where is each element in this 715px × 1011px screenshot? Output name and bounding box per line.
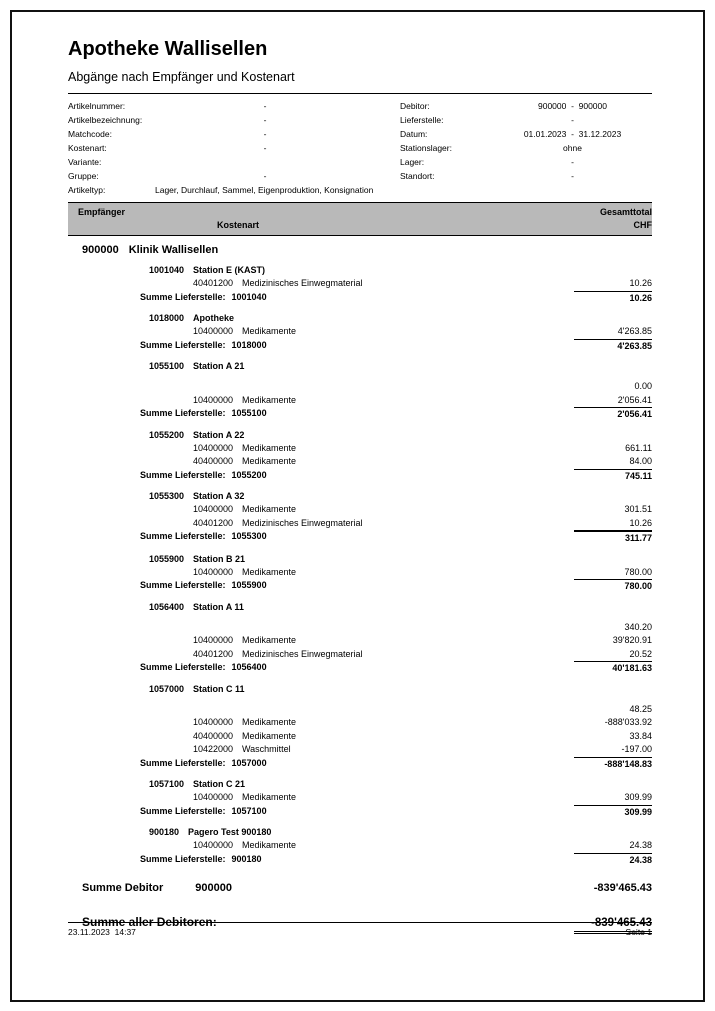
report-page (10, 10, 705, 1002)
sum-label: Summe Lieferstelle: (140, 408, 226, 418)
kostenart-row (68, 455, 652, 469)
sum-amount: 40'181.63 (574, 661, 652, 676)
filter-label: Artikelnummer: (68, 101, 126, 111)
filter-label: Stationslager: (400, 143, 452, 153)
kostenart-label: Medikamente (242, 504, 297, 514)
kostenart-label (242, 703, 574, 717)
lieferstelle-name: Station E (KAST) (193, 265, 266, 275)
grand-total-label: Summe aller Debitoren: (82, 915, 217, 929)
filter-row (400, 169, 652, 183)
debitor-total-row (68, 881, 652, 895)
amount-value: 33.84 (629, 730, 652, 741)
sum-lieferstelle-code: 1057000 (231, 757, 267, 768)
sum-lieferstelle-code: 1055200 (231, 469, 267, 480)
debitor-total-code: 900000 (195, 882, 233, 894)
lieferstelle-header (149, 778, 652, 791)
lieferstelle-header (149, 553, 652, 566)
report-content (12, 12, 703, 934)
filter-label: Standort: (400, 171, 435, 181)
filter-row (68, 141, 400, 155)
sum-amount: -888'148.83 (574, 757, 652, 772)
sum-lieferstelle-code: 1055900 (231, 580, 267, 590)
filter-value: 900000 - 900000 (537, 101, 607, 111)
sum-amount: 24.38 (574, 853, 652, 868)
lieferstelle-sum-row (68, 530, 652, 546)
amount-value: 10.26 (629, 517, 652, 528)
amount-value: 48.25 (629, 703, 652, 714)
kostenart-code: 10400000 (192, 394, 233, 405)
lieferstelle-name: Station C 11 (193, 683, 245, 694)
filter-row (400, 113, 652, 127)
lieferstellen-list (68, 264, 652, 867)
kostenart-label: Medikamente (242, 840, 297, 850)
kostenart-code: 10400000 (192, 840, 233, 850)
lieferstelle-header (149, 429, 652, 442)
column-label-empfaenger: Empfänger (78, 207, 126, 217)
lieferstelle-sum-row (68, 853, 652, 868)
amount-value: 20.52 (629, 648, 652, 659)
report-date: 23.11.2023 14:37 (68, 927, 136, 937)
sum-amount: 745.11 (574, 469, 652, 484)
sum-label: Summe Lieferstelle: (140, 291, 226, 302)
lieferstelle-sum-row (68, 291, 652, 306)
kostenart-label (242, 621, 574, 635)
kostenart-row (68, 442, 652, 456)
kostenart-code: 10400000 (192, 326, 233, 336)
sum-label: Summe Lieferstelle: (140, 853, 226, 864)
kostenart-row (68, 380, 652, 394)
filter-value: 01.01.2023 - 31.12.2023 (523, 129, 622, 139)
amount-value: 39'820.91 (612, 635, 652, 645)
lieferstelle-section (68, 553, 652, 594)
kostenart-label: Medikamente (242, 635, 297, 645)
kostenart-label: Waschmittel (242, 744, 291, 754)
kostenart-code: 40400000 (192, 456, 233, 466)
filter-row (400, 99, 652, 113)
kostenart-label: Medizinisches Einwegmaterial (242, 648, 363, 659)
lieferstelle-header (149, 312, 652, 325)
filter-row (400, 155, 652, 169)
amount-value: 10.26 (629, 278, 652, 288)
kostenart-row (68, 791, 652, 805)
lieferstelle-section (68, 490, 652, 546)
amount-value: -197.00 (621, 744, 652, 754)
filter-row (68, 127, 400, 141)
lieferstelle-sum-row (68, 469, 652, 484)
column-label-kostenart: Kostenart (217, 220, 260, 230)
lieferstelle-section (68, 683, 652, 772)
amount-value: -888'033.92 (604, 717, 652, 727)
lieferstelle-sum-row (68, 757, 652, 772)
filter-label: Variante: (68, 157, 102, 167)
lieferstelle-code: 1018000 (149, 313, 185, 323)
sum-lieferstelle-code: 1056400 (231, 662, 267, 672)
lieferstelle-section (68, 264, 652, 305)
kostenart-label: Medikamente (242, 792, 297, 802)
filter-label: Gruppe: (68, 171, 99, 181)
kostenart-row (68, 394, 652, 408)
filter-row (68, 155, 400, 169)
amount-value: 4'263.85 (617, 326, 652, 336)
lieferstelle-code: 1057000 (149, 683, 185, 694)
lieferstelle-code: 1001040 (149, 265, 185, 275)
filter-column-left (68, 99, 400, 197)
filter-panel (68, 93, 652, 197)
sum-lieferstelle-code: 1001040 (231, 291, 267, 302)
lieferstelle-sum-row (68, 661, 652, 676)
debitor-total-amount: -839'465.43 (593, 882, 652, 894)
kostenart-row (68, 621, 652, 635)
sum-lieferstelle-code: 900180 (231, 853, 262, 864)
kostenart-label: Medikamente (242, 442, 297, 453)
lieferstelle-name: Station A 11 (193, 601, 244, 612)
filter-label: Kostenart: (68, 143, 107, 153)
kostenart-code: 10400000 (192, 442, 233, 453)
amount-value: 340.20 (624, 621, 652, 632)
kostenart-code: 40401200 (192, 648, 233, 659)
kostenart-label: Medikamente (242, 326, 297, 336)
lieferstelle-header (149, 601, 652, 614)
lieferstelle-header (149, 826, 652, 839)
sum-amount: 311.77 (574, 530, 652, 546)
kostenart-row (68, 730, 652, 744)
amount-value: 661.11 (625, 442, 652, 453)
filter-value: - (263, 115, 267, 125)
kostenart-code: 40401200 (192, 517, 233, 528)
filter-row (68, 183, 400, 197)
kostenart-row (68, 703, 652, 717)
sum-lieferstelle-code: 1055100 (231, 408, 267, 418)
filter-row (400, 127, 652, 141)
table-header-row-1 (68, 206, 652, 219)
kostenart-row (68, 566, 652, 580)
kostenart-row (68, 648, 652, 662)
kostenart-label: Medikamente (242, 566, 297, 577)
kostenart-code (184, 380, 233, 394)
filter-value: - (263, 129, 267, 139)
sum-lieferstelle-code: 1055300 (231, 531, 267, 541)
kostenart-label: Medikamente (242, 730, 297, 741)
kostenart-label: Medizinisches Einwegmaterial (242, 517, 363, 528)
sum-lieferstelle-code: 1057100 (231, 805, 267, 816)
filter-label: Debitor: (400, 101, 430, 111)
lieferstelle-header (149, 264, 652, 277)
debitor-header (68, 243, 652, 257)
kostenart-label: Medikamente (242, 394, 297, 405)
sum-label: Summe Lieferstelle: (140, 805, 226, 816)
lieferstelle-code: 1056400 (149, 601, 185, 612)
filter-label: Matchcode: (68, 129, 112, 139)
amount-value: 2'056.41 (617, 394, 652, 405)
sum-label: Summe Lieferstelle: (140, 662, 226, 672)
table-header-band (68, 202, 652, 236)
amount-value: 0.00 (634, 381, 652, 391)
lieferstelle-name: Station A 22 (193, 429, 245, 440)
lieferstelle-code: 1055300 (149, 491, 185, 501)
kostenart-code: 40400000 (192, 730, 233, 741)
sum-amount: 2'056.41 (574, 407, 652, 422)
sum-label: Summe Lieferstelle: (140, 339, 226, 350)
filter-value: - (571, 115, 574, 125)
lieferstelle-name: Apotheke (193, 313, 235, 323)
lieferstelle-section (68, 778, 652, 819)
lieferstelle-header (149, 683, 652, 696)
amount-value: 301.51 (624, 504, 652, 514)
lieferstelle-name: Station B 21 (193, 553, 246, 564)
lieferstelle-name: Pagero Test 900180 (188, 827, 272, 837)
lieferstelle-sum-row (68, 407, 652, 422)
sum-label: Summe Lieferstelle: (140, 531, 226, 541)
amount-value: 309.99 (624, 792, 652, 802)
kostenart-code: 10400000 (192, 792, 233, 802)
lieferstelle-name: Station A 21 (193, 361, 245, 371)
filter-label: Lieferstelle: (400, 115, 444, 125)
lieferstelle-header (149, 490, 652, 503)
filter-label: Datum: (400, 129, 428, 139)
lieferstelle-section (68, 429, 652, 484)
filter-value: ohne (563, 143, 582, 153)
filter-label: Artikeltyp: (68, 185, 106, 195)
lieferstelle-name: Station C 21 (193, 779, 246, 789)
sum-label: Summe Lieferstelle: (140, 757, 226, 768)
lieferstelle-sum-row (68, 579, 652, 594)
kostenart-code (184, 621, 233, 635)
amount-value: 24.38 (629, 840, 652, 850)
lieferstelle-section (68, 312, 652, 353)
lieferstelle-code: 1055200 (149, 429, 185, 440)
kostenart-row (68, 743, 652, 757)
lieferstelle-section (68, 360, 652, 422)
lieferstelle-name: Station A 32 (193, 491, 245, 501)
lieferstelle-code: 1057100 (149, 779, 185, 789)
amount-value: 780.00 (624, 566, 652, 577)
kostenart-row (68, 716, 652, 730)
filter-row (68, 99, 400, 113)
filter-column-right (400, 99, 652, 197)
kostenart-label (242, 380, 574, 394)
filter-value: Lager, Durchlauf, Sammel, Eigenproduktion, Konsignation (155, 185, 374, 195)
kostenart-code: 10400000 (192, 717, 233, 727)
report-subtitle: Abgänge nach Empfänger und Kostenart (68, 70, 295, 84)
kostenart-code: 10400000 (192, 566, 233, 577)
sum-label: Summe Lieferstelle: (140, 469, 226, 480)
column-label-gesamttotal: Gesamttotal (599, 207, 652, 217)
sum-lieferstelle-code: 1018000 (231, 339, 267, 350)
filter-value: - (263, 101, 267, 111)
kostenart-label: Medizinisches Einwegmaterial (242, 278, 363, 288)
kostenart-code: 10400000 (192, 504, 233, 514)
kostenart-row (68, 325, 652, 339)
kostenart-row (68, 634, 652, 648)
kostenart-code: 10400000 (192, 635, 233, 645)
debitor-name: Klinik Wallisellen (128, 244, 219, 256)
kostenart-code: 40401200 (192, 278, 233, 288)
lieferstelle-sum-row (68, 805, 652, 820)
kostenart-label: Medikamente (242, 717, 297, 727)
table-header-row-2 (68, 219, 652, 232)
column-label-currency: CHF (633, 220, 652, 230)
lieferstelle-section (68, 826, 652, 867)
sum-amount: 780.00 (574, 579, 652, 594)
kostenart-row (68, 503, 652, 517)
filter-row (68, 169, 400, 183)
grand-total-amount: -839'465.43 (574, 917, 652, 934)
filter-row (68, 113, 400, 127)
filter-value: - (263, 171, 267, 181)
page-number: Seite 1 (625, 927, 652, 937)
sum-amount: 4'263.85 (574, 339, 652, 354)
lieferstelle-code: 1055100 (149, 361, 185, 371)
kostenart-row (68, 277, 652, 291)
page-footer (68, 922, 652, 937)
lieferstelle-code: 1055900 (149, 553, 185, 564)
lieferstelle-sum-row (68, 339, 652, 354)
report-title: Apotheke Wallisellen (68, 38, 268, 60)
sum-amount: 309.99 (574, 805, 652, 820)
kostenart-row (68, 839, 652, 853)
kostenart-code (184, 703, 233, 717)
lieferstelle-code: 900180 (149, 827, 180, 837)
filter-label: Artikelbezeichnung: (68, 115, 143, 125)
filter-value: - (571, 157, 574, 167)
sum-amount: 10.26 (574, 291, 652, 306)
kostenart-code: 10422000 (192, 744, 233, 754)
sum-label: Summe Lieferstelle: (140, 580, 226, 590)
debitor-code: 900000 (82, 244, 119, 256)
amount-value: 84.00 (629, 456, 652, 466)
filter-row (400, 141, 652, 155)
filter-value: - (263, 143, 267, 153)
filter-value: - (571, 171, 574, 181)
filter-label: Lager: (400, 157, 425, 167)
lieferstelle-header (149, 360, 652, 373)
kostenart-row (68, 517, 652, 531)
debitor-total-label: Summe Debitor (82, 882, 164, 894)
kostenart-label: Medikamente (242, 456, 297, 466)
lieferstelle-section (68, 601, 652, 676)
